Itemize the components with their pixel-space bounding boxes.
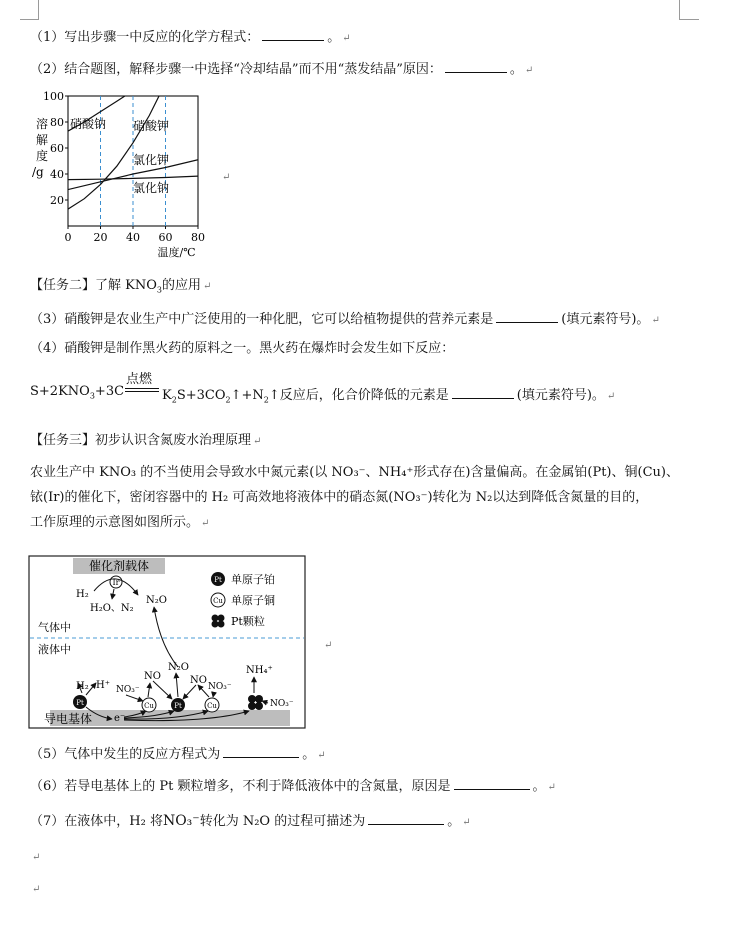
task-3-heading-text: 【任务三】初步认识含氮废水治理原理 — [30, 433, 252, 448]
ir-label: Ir — [112, 578, 120, 587]
task-2-heading-sub: 3 — [156, 285, 162, 295]
x-tick-label: 40 — [126, 231, 140, 244]
paragraph-mark: ↵ — [462, 817, 471, 828]
legend-pt-symbol: Pt — [214, 576, 222, 584]
equation-rhs-4: ↑反应后，化合价降低的元素是 — [268, 388, 449, 403]
equation-lhs-2: +3C — [94, 384, 125, 399]
question-7-mid: 转化为 N₂O 的过程可描述为 — [199, 814, 366, 829]
equation-rhs-2: S+3CO — [176, 388, 226, 403]
mechanism-diagram — [28, 555, 308, 730]
pt-atom-left-label: Pt — [76, 699, 84, 707]
crop-mark-left — [38, 0, 39, 20]
legend-cu-symbol: Cu — [213, 597, 223, 605]
equation-lhs-sub: 3 — [89, 391, 95, 401]
question-2-text: （2）结合题图，解释步骤一中选择“冷却结晶”而不用“蒸发结晶”原因： — [30, 62, 442, 77]
h2-gas-label: H₂ — [76, 589, 89, 600]
x-tick-label: 0 — [64, 231, 72, 244]
y-tick-label: 40 — [50, 168, 64, 181]
y-tick-label: 20 — [50, 194, 64, 207]
paragraph-mark: ↵ — [253, 436, 262, 447]
question-2 — [30, 60, 533, 80]
h-plus-label: H⁺ — [96, 680, 110, 691]
intro-line-1: 农业生产中 KNO₃ 的不当使用会导致水中氮元素(以 NO₃⁻、NH₄⁺形式存在)含量偏高。在金属铂(Pt)、铜(Cu)、 — [30, 465, 679, 480]
paragraph-mark-empty-1: ↵ — [32, 852, 41, 863]
equation-rhs-sub-1: 2 — [171, 395, 177, 405]
question-1 — [30, 28, 351, 48]
base-label: 导电基体 — [44, 712, 93, 726]
equation-bar — [125, 388, 159, 389]
solubility-chart — [28, 88, 231, 260]
paragraph-mark: ↵ — [547, 782, 556, 793]
answer-blank-4[interactable] — [452, 386, 514, 399]
n2o-liquid-label: N₂O — [168, 662, 189, 673]
paragraph-mark-empty-2: ↵ — [32, 884, 41, 895]
h2-liquid-label: H₂ — [76, 681, 89, 692]
legend-pt-particle-text: Pt颗粒 — [231, 615, 265, 628]
equation-rhs-sub-3: 2 — [263, 395, 269, 405]
paragraph-mark: ↵ — [222, 172, 231, 183]
y-axis-label-4: /g — [32, 165, 44, 179]
equation-rhs-1: K — [162, 388, 172, 403]
x-tick-label: 20 — [93, 231, 108, 244]
electron-label: e⁻ — [114, 713, 126, 724]
x-tick-label: 60 — [158, 231, 173, 244]
series-label-3: 氯化钠 — [133, 181, 170, 195]
equation-rhs-3: ↑+N — [230, 388, 264, 403]
paragraph-mark: ↵ — [524, 65, 534, 76]
question-2-end: 。 — [509, 62, 523, 77]
no3-label-a: NO₃⁻ — [116, 685, 140, 695]
question-1-end: 。 — [327, 30, 341, 45]
y-axis-label-1: 溶 — [36, 117, 49, 131]
question-7-text: （7）在液体中，H₂ 将 — [30, 814, 163, 829]
series-label-0: 硝酸钠 — [70, 117, 107, 131]
equation-end: (填元素符号)。 — [516, 388, 605, 403]
crop-mark-left-h — [20, 19, 39, 20]
legend-cu-text: 单原子铜 — [231, 594, 275, 607]
paragraph-mark: ↵ — [651, 315, 660, 326]
equation-rhs — [162, 384, 615, 405]
question-6-end: 。 — [532, 779, 546, 794]
nitrate-ion: NO₃⁻ — [162, 813, 200, 829]
legend-pt-text: 单原子铂 — [231, 573, 275, 586]
answer-blank-2[interactable] — [445, 60, 507, 73]
intro-line-2: 铱(Ir)的催化下，密闭容器中的 H₂ 可高效地将液体中的硝态氮(NO₃⁻)转化为 N₂以达到降低含氮量的目的， — [30, 490, 649, 505]
paragraph-mark: ↵ — [201, 518, 210, 529]
question-3 — [30, 310, 660, 330]
answer-blank-5[interactable] — [223, 745, 299, 758]
no3-label-c: NO₃⁻ — [270, 699, 294, 709]
cu-atom-2-label: Cu — [207, 702, 217, 710]
paragraph-mark: ↵ — [342, 33, 351, 44]
intro-paragraph — [30, 460, 710, 536]
task-2-heading-text: 【任务二】了解 KNO — [30, 278, 157, 293]
no-label-b: NO — [190, 675, 207, 686]
paragraph-mark: ↵ — [324, 640, 333, 651]
paragraph-mark: ↵ — [606, 391, 616, 402]
nh4-label: NH₄⁺ — [246, 665, 273, 676]
y-tick-label: 60 — [50, 142, 64, 155]
carrier-label: 催化剂载体 — [88, 559, 150, 573]
equation-lhs-1: S+2KNO — [30, 384, 90, 399]
question-6 — [30, 777, 556, 797]
task-2-heading — [30, 277, 211, 300]
intro-line-3 — [30, 510, 710, 536]
answer-blank-7[interactable] — [368, 812, 444, 825]
question-4-text: （4）硝酸钾是制作黑火药的原料之一。黑火药在爆炸时会发生如下反应： — [30, 341, 455, 356]
gas-label: 气体中 — [38, 621, 71, 634]
answer-blank-6[interactable] — [454, 777, 530, 790]
question-1-text: （1）写出步骤一中反应的化学方程式： — [30, 30, 260, 45]
question-3-end: (填元素符号)。 — [561, 312, 650, 327]
reaction-condition: 点燃 — [126, 372, 153, 387]
equation-lhs — [30, 384, 124, 401]
paragraph-mark: ↵ — [203, 281, 212, 292]
y-axis-label-2: 解 — [36, 133, 49, 147]
no3-label-b: NO₃⁻ — [208, 682, 232, 692]
crop-mark-right-h — [679, 19, 699, 20]
liquid-label: 液体中 — [38, 643, 71, 656]
question-4 — [30, 340, 454, 358]
y-tick-label: 100 — [43, 90, 64, 103]
answer-blank-3[interactable] — [496, 310, 558, 323]
equation-rhs-sub-2: 2 — [225, 395, 231, 405]
question-5-text: （5）气体中发生的反应方程式为 — [30, 747, 221, 762]
question-7-end: 。 — [447, 814, 461, 829]
no-label-a: NO — [144, 671, 161, 682]
task-3-heading — [30, 432, 261, 451]
question-3-text: （3）硝酸钾是农业生产中广泛使用的一种化肥，它可以给植物提供的营养元素是 — [30, 312, 494, 327]
equation-bar-2 — [125, 391, 159, 392]
paragraph-mark: ↵ — [317, 750, 326, 761]
x-axis-label: 温度/℃ — [157, 246, 196, 259]
cu-atom-1-label: Cu — [144, 702, 154, 710]
answer-blank-1[interactable] — [262, 28, 324, 41]
intro-line-3-text: 工作原理的示意图如图所示。 — [30, 515, 200, 530]
series-label-2: 氯化钾 — [133, 153, 170, 167]
task-2-heading-tail: 的应用 — [161, 278, 201, 293]
h2o-n2-label: H₂O、N₂ — [90, 603, 134, 614]
crop-mark-right — [679, 0, 680, 20]
series-label-1: 硝酸钾 — [133, 119, 170, 133]
x-tick-label: 80 — [191, 231, 205, 244]
pt-atom-mid-label: Pt — [174, 702, 182, 710]
question-7 — [30, 812, 471, 832]
y-tick-label: 80 — [50, 116, 64, 129]
question-5 — [30, 745, 326, 765]
question-6-text: （6）若导电基体上的 Pt 颗粒增多，不利于降低液体中的含氮量，原因是 — [30, 779, 451, 794]
n2o-gas-label: N₂O — [146, 595, 167, 606]
question-5-end: 。 — [302, 747, 316, 762]
y-axis-label-3: 度 — [36, 149, 49, 163]
